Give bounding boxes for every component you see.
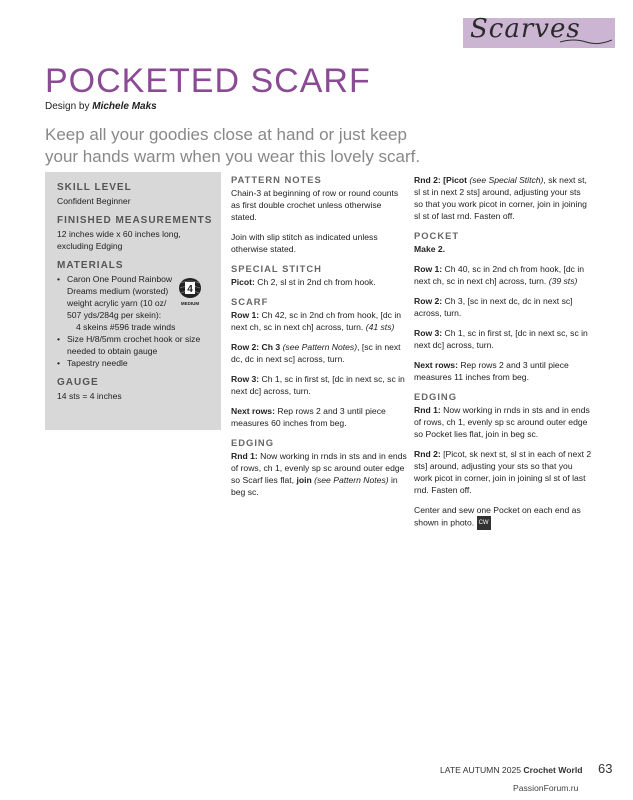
end-mark-icon: CW xyxy=(477,516,491,530)
magazine-name: Crochet World xyxy=(523,765,583,775)
measurements-value: 12 inches wide x 60 inches long, excluding Edging xyxy=(57,229,181,251)
scarf-row-1: Row 1: Ch 42, sc in 2nd ch from hook, [dc in next ch, sc in next ch] across, turn. (41 sts) xyxy=(231,310,402,332)
yarn-weight-icon xyxy=(178,277,202,307)
pocket-heading: POCKET xyxy=(414,230,460,241)
yarn-weight-label: MEDIUM xyxy=(180,301,200,306)
pocket-row-3: Row 3: Ch 1, sc in first st, [dc in next sc, sc in next dc] across, turn. xyxy=(414,328,588,350)
skill-value: Confident Beginner xyxy=(57,196,131,206)
finishing-text: Center and sew one Pocket on each end as shown in photo. CW xyxy=(414,504,592,530)
page-footer: LATE AUTUMN 2025 Crochet World xyxy=(440,765,583,775)
material-item: 4 skeins #596 trade winds xyxy=(76,322,176,332)
special-stitch-heading: SPECIAL STITCH xyxy=(231,263,322,274)
note-2: Join with slip stitch as indicated unless otherwise stated. xyxy=(231,232,378,254)
watermark: PassionForum.ru xyxy=(513,783,579,793)
material-item: • Size H/8/5mm crochet hook or size needed to obtain gauge xyxy=(57,333,213,357)
page-number: 63 xyxy=(598,761,613,776)
scarf-edging-heading: EDGING xyxy=(231,437,274,448)
scarf-row-3: Row 3: Ch 1, sc in first st, [dc in next sc, sc in next dc] across, turn. xyxy=(231,374,405,396)
pocket-edging-rnd-2: Rnd 2: [Picot, sk next st, sl st in each of next 2 sts] around, adjusting your sts so that you work picot in corner, join in joining sl st of last rnd. Fasten off. xyxy=(414,449,592,495)
pocket-row-2: Row 2: Ch 3, [sc in next dc, dc in next sc] across, turn. xyxy=(414,296,573,318)
scarf-heading: SCARF xyxy=(231,296,269,307)
skill-heading: SKILL LEVEL xyxy=(57,182,132,193)
info-sidebar xyxy=(45,172,221,430)
scarf-edging-rnd-1: Rnd 1: Now working in rnds in sts and in ends of rows, ch 1, evenly sp sc around outer edge so Scarf lies flat, join (see Pattern Notes) in beg sc. xyxy=(231,451,407,497)
yarn-weight-number: 4 xyxy=(187,284,193,295)
byline: Design by Michele Maks xyxy=(45,101,157,112)
pocket-next-rows: Next rows: Rep rows 2 and 3 until piece measures 11 inches from beg. xyxy=(414,360,569,382)
section-tab-label: Scarves xyxy=(470,14,581,44)
material-item: • Tapestry needle xyxy=(57,357,213,369)
gauge-heading: GAUGE xyxy=(57,377,99,388)
scarf-edging-rnd-2: Rnd 2: [Picot (see Special Stitch), sk next st, sl st in next 2 sts] around, adjusting your sts so that you work picot in corner, join in joining sl st of last rnd. Fasten off. xyxy=(414,175,587,221)
pocket-row-1: Row 1: Ch 40, sc in 2nd ch from hook, [dc in next ch, sc in next ch] across, turn. (39 sts) xyxy=(414,264,585,286)
materials-heading: MATERIALS xyxy=(57,260,124,271)
pattern-notes-heading: PATTERN NOTES xyxy=(231,174,322,185)
special-stitch-text: Picot: Ch 2, sl st in 2nd ch from hook. xyxy=(231,277,376,287)
page-title: POCKETED SCARF xyxy=(45,62,371,100)
material-item: • Caron One Pound Rainbow Dreams medium (worsted) weight acrylic yarn (10 oz/ 507 yds/284g per skein): xyxy=(57,273,177,321)
gauge-value: 14 sts = 4 inches xyxy=(57,391,122,401)
intro-text: Keep all your goodies close at hand or just keep your hands warm when you wear this lovely scarf. xyxy=(45,125,421,166)
swash-ornament xyxy=(560,36,612,46)
pocket-make: Make 2. xyxy=(414,244,446,254)
pocket-edging-heading: EDGING xyxy=(414,391,457,402)
column-right xyxy=(414,174,592,538)
column-middle xyxy=(231,174,409,506)
scarf-row-2: Row 2: Ch 3 (see Pattern Notes), [sc in next dc, dc in next sc] across, turn. xyxy=(231,342,401,364)
pocket-edging-rnd-1: Rnd 1: Now working in rnds in sts and in ends of rows, ch 1, evenly sp sc around outer edge so Pocket lies flat, join in beg sc. xyxy=(414,405,590,439)
measurements-heading: FINISHED MEASUREMENTS xyxy=(57,215,213,226)
scarf-next-rows: Next rows: Rep rows 2 and 3 until piece measures 60 inches from beg. xyxy=(231,406,386,428)
note-1: Chain-3 at beginning of row or round counts as first double crochet unless otherwise stated. xyxy=(231,188,399,222)
designer-name: Michele Maks xyxy=(92,101,157,112)
